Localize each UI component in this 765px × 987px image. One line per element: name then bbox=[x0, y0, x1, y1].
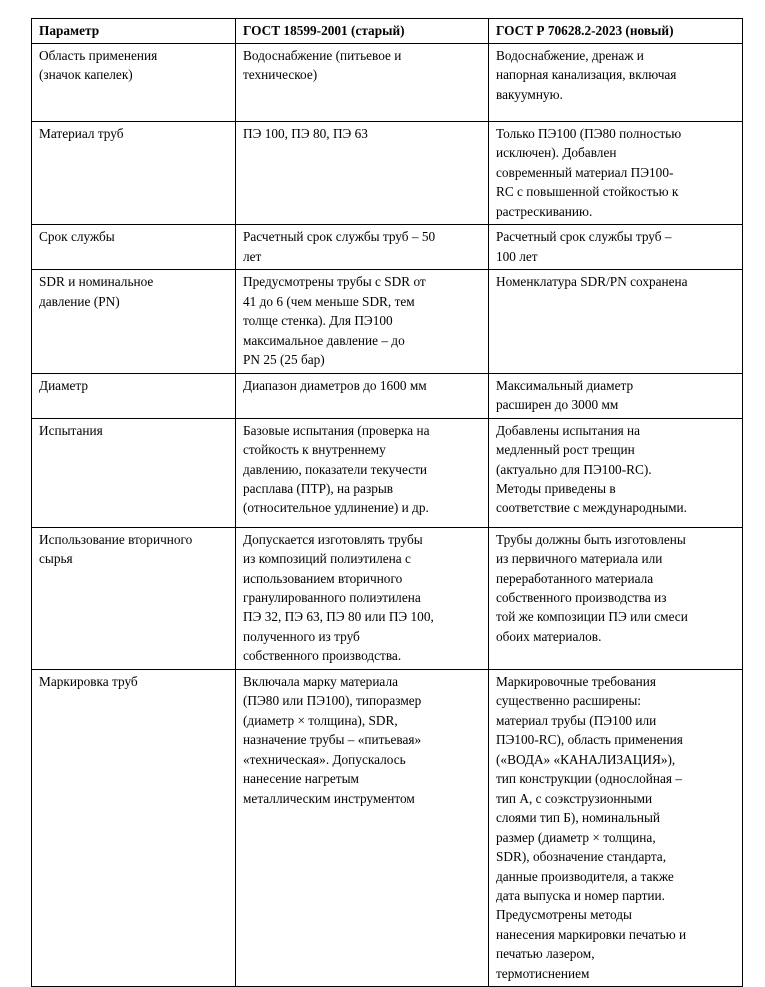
cell-old-standard bbox=[236, 527, 489, 669]
cell-text-new: Только ПЭ100 (ПЭ80 полностью исключен). Добавлен современный материал ПЭ100- RC с повышенной стойкостью к растрескиванию. bbox=[496, 126, 682, 219]
cell-old-standard bbox=[236, 270, 489, 373]
cell-text-old: Включала марку материала (ПЭ80 или ПЭ100), типоразмер (диаметр × толщина), SDR, назначение трубы – «питьевая» «техническая». Допускалось нанесение нагретым металлическим инструментом bbox=[243, 673, 422, 806]
cell-new-standard bbox=[489, 527, 743, 669]
table-row bbox=[32, 225, 743, 270]
cell-parameter bbox=[32, 669, 236, 987]
table-row bbox=[32, 122, 743, 225]
cell-text-old: Расчетный срок службы труб – 50 лет bbox=[243, 229, 436, 264]
cell-parameter bbox=[32, 44, 236, 122]
column-header-new-standard: ГОСТ Р 70628.2-2023 (новый) bbox=[489, 19, 743, 44]
table-row bbox=[32, 270, 743, 373]
cell-new-standard bbox=[489, 122, 743, 225]
table-row bbox=[32, 527, 743, 669]
cell-text-new: Расчетный срок службы труб – 100 лет bbox=[496, 229, 672, 264]
cell-parameter bbox=[32, 225, 236, 270]
cell-parameter bbox=[32, 373, 236, 418]
gost-comparison-table bbox=[31, 18, 743, 987]
table-body bbox=[32, 44, 743, 987]
table-row bbox=[32, 669, 743, 987]
cell-parameter bbox=[32, 527, 236, 669]
table-row bbox=[32, 44, 743, 122]
cell-text-parameter: Материал труб bbox=[39, 126, 124, 141]
table-header bbox=[32, 19, 743, 44]
cell-old-standard bbox=[236, 122, 489, 225]
cell-new-standard bbox=[489, 270, 743, 373]
table-header-row bbox=[32, 19, 743, 44]
cell-text-old: Предусмотрены трубы с SDR от 41 до 6 (чем меньше SDR, тем толще стенка). Для ПЭ100 максимальное давление – до PN 25 (25 бар) bbox=[243, 274, 426, 368]
cell-old-standard bbox=[236, 418, 489, 527]
cell-text-parameter: SDR и номинальное давление (PN) bbox=[39, 274, 154, 309]
cell-old-standard bbox=[236, 44, 489, 122]
cell-text-new: Номенклатура SDR/PN сохранена bbox=[496, 274, 688, 290]
cell-parameter bbox=[32, 122, 236, 225]
cell-text-parameter: Маркировка труб bbox=[39, 673, 138, 689]
cell-old-standard bbox=[236, 373, 489, 418]
cell-old-standard bbox=[236, 225, 489, 270]
comparison-table-container bbox=[31, 18, 742, 987]
cell-text-old: Диапазон диаметров до 1600 мм bbox=[243, 377, 427, 393]
cell-text-parameter: Диаметр bbox=[39, 377, 89, 393]
cell-text-new: Маркировочные требования существенно расширены: материал трубы (ПЭ100 или ПЭ100-RC), область применения («ВОДА» «КАНАЛИЗАЦИЯ»), тип конструкции (однослойная – тип А, с соэкструзионными слоями тип Б), номинальный размер (диаметр × толщина, SDR), обозначение стандарта, данные производителя, а также дата выпуска и номер партии. Предусмотрены методы нанесения маркировки печатью и печатью лазером, термотиснением bbox=[496, 673, 687, 981]
cell-new-standard bbox=[489, 225, 743, 270]
cell-new-standard bbox=[489, 669, 743, 987]
cell-new-standard bbox=[489, 373, 743, 418]
table-row bbox=[32, 373, 743, 418]
cell-text-parameter: Область применения (значок капелек) bbox=[39, 48, 158, 83]
cell-new-standard bbox=[489, 418, 743, 527]
cell-text-old: Допускается изготовлять трубы из композиций полиэтилена с использованием вторичного гранулированного полиэтилена ПЭ 32, ПЭ 63, ПЭ 80 или ПЭ 100, полученного из труб собственного производства. bbox=[243, 531, 434, 664]
cell-text-old: Базовые испытания (проверка на стойкость к внутреннему давлению, показатели текучести расплава (ПТР), на разрыв (относительное удлинение) и др. bbox=[243, 422, 430, 516]
cell-new-standard bbox=[489, 44, 743, 122]
cell-parameter bbox=[32, 270, 236, 373]
cell-text-new: Добавлены испытания на медленный рост трещин (актуально для ПЭ100-RC). Методы приведены в соответствие с международными. bbox=[496, 422, 687, 516]
cell-text-new: Трубы должны быть изготовлены из первичного материала или переработанного материала собственного производства из той же композиции ПЭ или смеси обоих материалов. bbox=[496, 531, 688, 644]
cell-text-parameter: Использование вторичного сырья bbox=[39, 531, 193, 567]
table-row bbox=[32, 418, 743, 527]
cell-text-parameter: Испытания bbox=[39, 422, 103, 438]
cell-text-new: Водоснабжение, дренаж и напорная канализация, включая вакуумную. bbox=[496, 48, 677, 102]
column-header-parameter: Параметр bbox=[32, 19, 236, 44]
column-header-old-standard: ГОСТ 18599-2001 (старый) bbox=[236, 19, 489, 44]
cell-text-old: Водоснабжение (питьевое и техническое) bbox=[243, 48, 402, 83]
cell-old-standard bbox=[236, 669, 489, 987]
cell-parameter bbox=[32, 418, 236, 527]
cell-text-parameter: Срок службы bbox=[39, 229, 115, 245]
cell-text-old: ПЭ 100, ПЭ 80, ПЭ 63 bbox=[243, 126, 368, 141]
cell-text-new: Максимальный диаметр расширен до 3000 мм bbox=[496, 377, 634, 413]
